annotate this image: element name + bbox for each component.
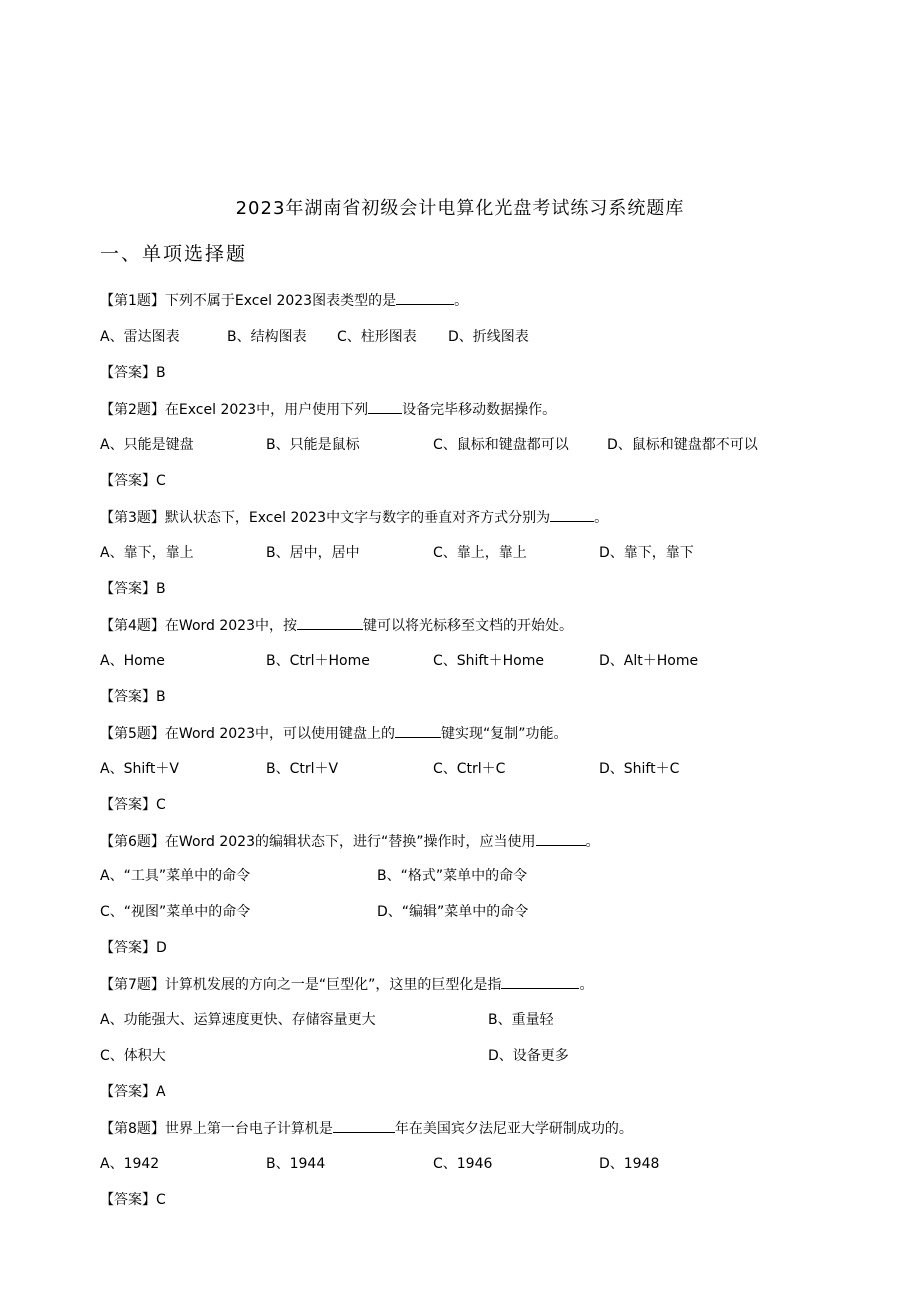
answer-label: 【答案】 bbox=[100, 797, 156, 813]
answer-label: 【答案】 bbox=[100, 940, 156, 956]
question-text-end: 设备完毕移动数据操作。 bbox=[402, 402, 557, 418]
option-c: C、Ctrl＋C bbox=[433, 761, 506, 777]
question-stem bbox=[100, 1119, 633, 1138]
question-stem bbox=[100, 975, 593, 994]
option-a: A、1942 bbox=[100, 1156, 160, 1172]
question-text: 下列不属于Excel 2023图表类型的是 bbox=[164, 293, 397, 309]
section-heading: 一、单项选择题 bbox=[100, 243, 248, 265]
question-text: 默认状态下，Excel 2023中文字与数字的垂直对齐方式分别为 bbox=[164, 510, 551, 526]
question-stem bbox=[100, 400, 556, 419]
question-text: 在Word 2023中，按 bbox=[164, 618, 297, 634]
question-number: 【第8题】 bbox=[100, 1121, 165, 1137]
answer-label: 【答案】 bbox=[100, 689, 156, 705]
option-b: B、Ctrl＋V bbox=[266, 761, 339, 777]
option-a: A、Shift＋V bbox=[100, 761, 179, 777]
option-d: D、设备更多 bbox=[488, 1048, 569, 1064]
question-stem bbox=[100, 832, 600, 851]
answer-value: A bbox=[156, 1084, 166, 1100]
option-c: C、体积大 bbox=[100, 1048, 166, 1064]
answer-value: B bbox=[156, 365, 166, 381]
option-b: B、居中，居中 bbox=[266, 545, 360, 561]
question-text: 在Word 2023的编辑状态下，进行“替换”操作时，应当使用 bbox=[164, 834, 536, 850]
answer-value: C bbox=[156, 797, 166, 813]
option-a: A、只能是键盘 bbox=[100, 437, 194, 453]
answer-label: 【答案】 bbox=[100, 581, 156, 597]
option-b: B、只能是鼠标 bbox=[266, 437, 360, 453]
answer-line bbox=[100, 688, 166, 706]
option-c: C、靠上，靠上 bbox=[433, 545, 527, 561]
option-b: B、Ctrl＋Home bbox=[266, 653, 370, 669]
option-b: B、1944 bbox=[266, 1156, 326, 1172]
question-stem bbox=[100, 724, 568, 743]
answer-line bbox=[100, 1191, 166, 1209]
question-number: 【第2题】 bbox=[100, 402, 165, 418]
question-number: 【第6题】 bbox=[100, 834, 165, 850]
question-text-end: 年在美国宾夕法尼亚大学研制成功的。 bbox=[394, 1121, 633, 1137]
option-c: C、柱形图表 bbox=[337, 329, 417, 345]
question-text: 世界上第一台电子计算机是 bbox=[164, 1121, 333, 1137]
option-d: D、Shift＋C bbox=[599, 761, 680, 777]
option-d: D、Alt＋Home bbox=[599, 653, 699, 669]
option-d: D、折线图表 bbox=[448, 329, 529, 345]
answer-value: B bbox=[156, 581, 166, 597]
answer-blank bbox=[501, 975, 579, 989]
answer-blank bbox=[536, 832, 586, 846]
option-d: D、1948 bbox=[599, 1156, 660, 1172]
answer-blank bbox=[395, 724, 441, 738]
option-b: B、重量轻 bbox=[488, 1012, 554, 1028]
answer-line bbox=[100, 796, 166, 814]
option-a: A、功能强大、运算速度更快、存储容量更大 bbox=[100, 1012, 376, 1028]
answer-line bbox=[100, 1083, 166, 1101]
option-c: C、1946 bbox=[433, 1156, 493, 1172]
question-number: 【第1题】 bbox=[100, 293, 165, 309]
answer-label: 【答案】 bbox=[100, 1084, 156, 1100]
answer-blank bbox=[396, 291, 454, 305]
question-stem bbox=[100, 508, 608, 527]
option-a: A、“工具”菜单中的命令 bbox=[100, 868, 251, 884]
option-a: A、Home bbox=[100, 653, 165, 669]
question-stem bbox=[100, 291, 468, 310]
answer-label: 【答案】 bbox=[100, 473, 156, 489]
option-a: A、雷达图表 bbox=[100, 329, 180, 345]
question-text-end: 。 bbox=[454, 293, 469, 309]
option-b: B、“格式”菜单中的命令 bbox=[377, 868, 528, 884]
answer-value: D bbox=[156, 940, 167, 956]
question-text: 计算机发展的方向之一是“巨型化”，这里的巨型化是指 bbox=[164, 977, 502, 993]
answer-blank bbox=[297, 616, 363, 630]
option-a: A、靠下，靠上 bbox=[100, 545, 194, 561]
option-b: B、结构图表 bbox=[227, 329, 307, 345]
question-text: 在Excel 2023中，用户使用下列 bbox=[164, 402, 369, 418]
question-stem bbox=[100, 616, 573, 635]
option-d: D、鼠标和键盘都不可以 bbox=[607, 437, 758, 453]
answer-value: B bbox=[156, 689, 166, 705]
document-title: 2023年湖南省初级会计电算化光盘考试练习系统题库 bbox=[235, 198, 685, 219]
answer-line bbox=[100, 580, 166, 598]
option-c: C、鼠标和键盘都可以 bbox=[433, 437, 569, 453]
question-text-end: 。 bbox=[594, 510, 609, 526]
answer-blank bbox=[368, 400, 402, 414]
question-text-end: 。 bbox=[579, 977, 594, 993]
question-number: 【第7题】 bbox=[100, 977, 165, 993]
option-d: D、靠下，靠下 bbox=[599, 545, 694, 561]
answer-value: C bbox=[156, 1192, 166, 1208]
answer-line bbox=[100, 364, 166, 382]
question-text-end: 键可以将光标移至文档的开始处。 bbox=[363, 618, 573, 634]
answer-blank bbox=[550, 508, 594, 522]
option-c: C、Shift＋Home bbox=[433, 653, 544, 669]
question-text-end: 键实现“复制”功能。 bbox=[441, 726, 568, 742]
answer-line bbox=[100, 939, 167, 957]
answer-label: 【答案】 bbox=[100, 1192, 156, 1208]
question-number: 【第5题】 bbox=[100, 726, 165, 742]
question-number: 【第4题】 bbox=[100, 618, 165, 634]
question-text: 在Word 2023中，可以使用键盘上的 bbox=[164, 726, 395, 742]
answer-label: 【答案】 bbox=[100, 365, 156, 381]
question-text-end: 。 bbox=[585, 834, 600, 850]
answer-value: C bbox=[156, 473, 166, 489]
question-number: 【第3题】 bbox=[100, 510, 165, 526]
answer-blank bbox=[333, 1119, 395, 1133]
option-c: C、“视图”菜单中的命令 bbox=[100, 904, 251, 920]
option-d: D、“编辑”菜单中的命令 bbox=[377, 904, 529, 920]
answer-line bbox=[100, 472, 166, 490]
